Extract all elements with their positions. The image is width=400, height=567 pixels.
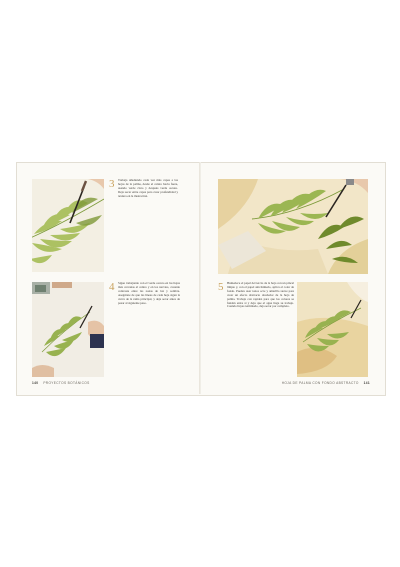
book-gutter <box>199 162 201 394</box>
page-number: 141 <box>363 381 370 385</box>
photo-step-3 <box>32 179 104 272</box>
step-text: Sigue trabajando con el verde oscuro en las hojas más cercanas al centro y en los nervios, creando contraste entre las zonas de luz y sombra. Asegúrate de que las líneas de cada hoja sigan la curva de la rama principal, y deja secar antes de pasar al siguiente paso. <box>118 281 180 305</box>
step-5 <box>218 282 294 372</box>
step-text: Humedece el papel del tercio de la hoja con un pincel limpio y, con el papel aún húmedo, aplica el color de fondo. Puedes usar tonos ocre y amarillo suave para crear un efecto abstracto alrededor de la hoja de palma. Trabaja con rapidez para que los colores se fundan entre sí y deja que el agua haga su trabajo. Cuando hayas terminado, deja secar por completo. <box>227 281 294 309</box>
step-number: 5 <box>218 281 224 293</box>
folio-left <box>32 381 90 385</box>
photo-step-4 <box>32 282 104 377</box>
running-header: PROYECTOS BOTÁNICOS <box>43 381 90 385</box>
step-3 <box>109 179 179 219</box>
folio-right <box>282 381 370 385</box>
photo-step-5-main <box>218 179 368 274</box>
running-header: HOJA DE PALMA CON FONDO ABSTRACTO <box>281 381 359 385</box>
step-number: 3 <box>109 178 115 190</box>
step-4 <box>109 282 179 322</box>
page-number: 140 <box>32 381 39 385</box>
step-text: Trabaja añadiendo cada vez más capas a las hojas de la palma, desde el centro hacia fuera, usando verde claro y después verde oscuro. Deja secar entre capas para crear profundidad y textura en la ilustración. <box>118 178 178 198</box>
photo-step-5-detail <box>297 282 368 377</box>
step-number: 4 <box>109 281 115 293</box>
